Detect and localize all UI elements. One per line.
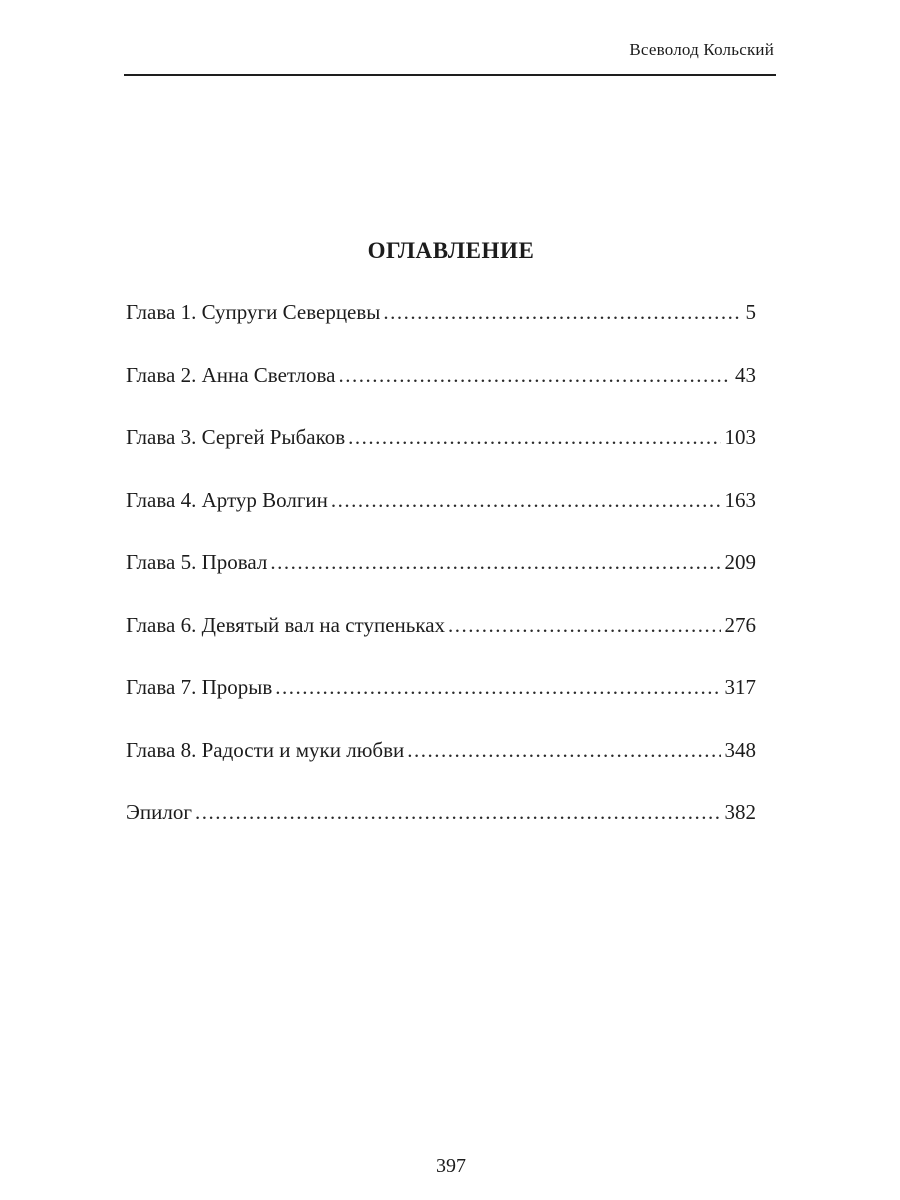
toc-entry-label: Глава 6. Девятый вал на ступеньках <box>126 612 446 637</box>
page-number: 397 <box>436 1155 466 1177</box>
toc-dot-leader <box>448 613 720 638</box>
toc-dot-leader <box>348 425 720 450</box>
toc-entry-page: 5 <box>745 300 756 324</box>
toc-dot-leader <box>407 738 720 763</box>
toc-entry-page: 103 <box>724 425 756 449</box>
toc-entry-label: Эпилог <box>126 800 192 824</box>
toc-dot-leader <box>339 363 732 388</box>
toc-entry <box>126 550 756 613</box>
toc-entry <box>126 425 756 488</box>
toc-entry-label: Глава 3. Сергей Рыбаков <box>126 425 346 449</box>
toc-entry-label: Глава 5. Провал <box>126 550 268 574</box>
running-header-author: Всеволод Кольский <box>629 40 774 59</box>
toc-dot-leader <box>383 300 741 325</box>
toc-entry <box>126 363 756 426</box>
toc-entry <box>126 675 756 738</box>
toc-dot-leader <box>195 800 721 825</box>
toc-dot-leader <box>270 550 720 575</box>
toc-dot-leader <box>331 488 721 513</box>
toc-entry <box>126 488 756 551</box>
toc-entry-label: Глава 7. Прорыв <box>126 675 273 699</box>
toc-entry-page: 276 <box>724 612 756 637</box>
toc-entry-label: Глава 1. Супруги Северцевы <box>126 300 381 324</box>
toc-entry-label: Глава 8. Радости и муки любви <box>126 737 405 762</box>
toc-entry-page: 209 <box>724 550 756 574</box>
toc-entry-page: 317 <box>724 675 756 699</box>
toc-entry-label: Глава 2. Анна Светлова <box>126 362 336 387</box>
toc-entry <box>126 738 756 801</box>
toc-entry <box>126 300 756 363</box>
toc-entry-page: 43 <box>735 362 756 387</box>
toc-entry <box>126 800 756 863</box>
toc-entry <box>126 613 756 676</box>
table-of-contents <box>126 300 756 863</box>
toc-dot-leader <box>275 675 720 700</box>
book-page <box>60 0 842 1200</box>
toc-entry-page: 163 <box>724 487 756 512</box>
toc-entry-page: 382 <box>724 800 756 824</box>
toc-entry-label: Глава 4. Артур Волгин <box>126 487 328 512</box>
toc-entry-page: 348 <box>724 737 756 762</box>
header-rule <box>124 74 776 76</box>
toc-title: ОГЛАВЛЕНИЕ <box>367 238 535 263</box>
